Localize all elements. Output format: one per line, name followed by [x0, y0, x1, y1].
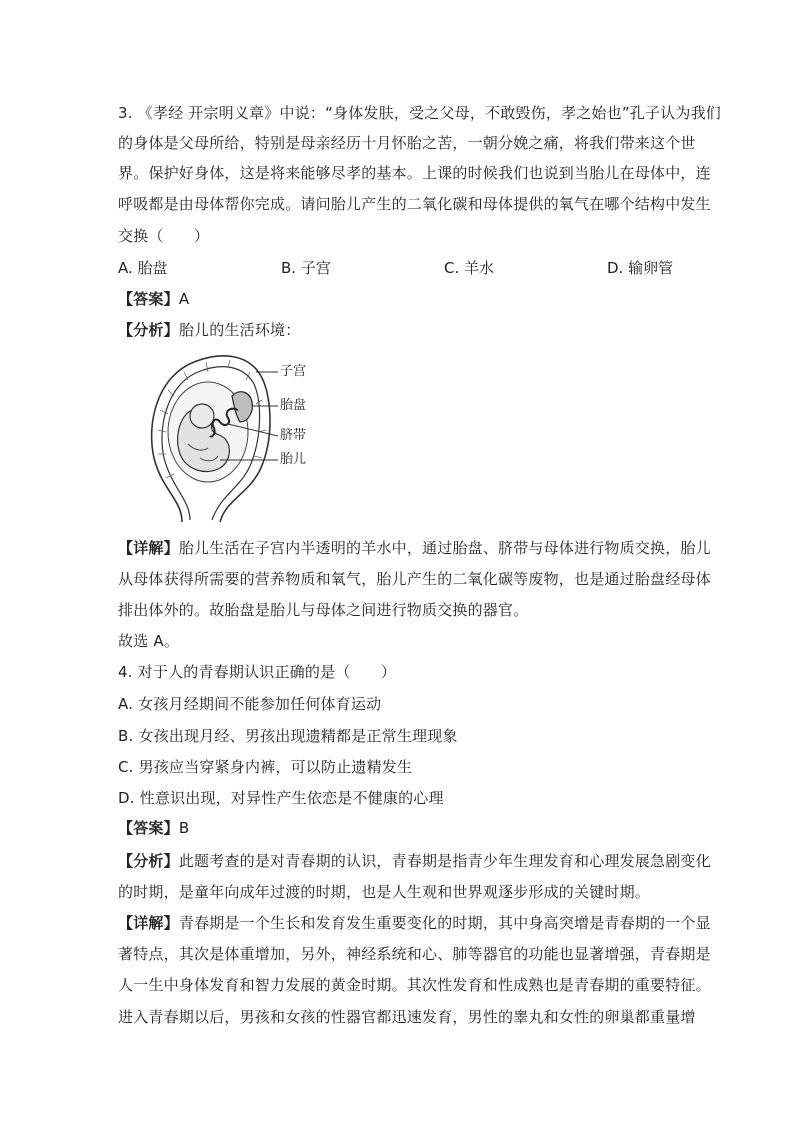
q4-detail-line-1: [118, 913, 711, 933]
q4-analysis-line-1: [118, 851, 711, 871]
q3-option-d: D. 输卵管: [607, 259, 674, 277]
q3-detail-tag: 【详解】: [118, 539, 179, 557]
q3-stem-line-3: 界。保护好身体，这是将来能够尽孝的基本。上课的时候我们也说到当胎儿在母体中，连: [118, 164, 711, 182]
q4-analysis-text-1: 此题考查的是对青春期的认识，青春期是指青少年生理发育和心理发展急剧变化: [178, 852, 711, 870]
q4-analysis-line-2: 的时期，是童年向成年过渡的时期，也是人生观和世界观逐步形成的关键时期。: [118, 883, 651, 901]
q4-stem: 4. 对于人的青春期认识正确的是（ ）: [118, 663, 397, 681]
q4-answer-tag: 【答案】: [118, 819, 179, 837]
q3-stem-line-4: 呼吸都是由母体帮你完成。请问胎儿产生的二氧化碳和母体提供的氧气在哪个结构中发生: [118, 195, 711, 213]
q4-detail-line-4: 进入青春期以后，男孩和女孩的性器官都迅速发育，男性的睾丸和女性的卵巢都重量增: [118, 1008, 696, 1026]
q3-detail-line-3: 排出体外的。故胎盘是胎儿与母体之间进行物质交换的器官。: [118, 601, 529, 619]
label-uterus: 子宫: [280, 364, 307, 379]
q3-answer-value: A: [178, 290, 190, 308]
q3-analysis-text: 胎儿的生活环境：: [178, 321, 301, 339]
label-fetus: 胎儿: [280, 452, 307, 467]
q3-conclusion: 故选 A。: [118, 632, 180, 650]
q4-detail-line-2: 著特点，其次是体重增加，另外，神经系统和心、肺等器官的功能也显著增强，青春期是: [118, 945, 711, 963]
q3-answer-tag: 【答案】: [118, 290, 179, 308]
q4-detail-line-3: 人一生中身体发育和智力发展的黄金时期。其次性发育和性成熟也是青春期的重要特征。: [118, 976, 711, 994]
q3-analysis-tag: 【分析】: [118, 321, 179, 339]
label-placenta: 胎盘: [280, 398, 307, 413]
label-umbilical-cord: 脐带: [280, 428, 307, 443]
q4-option-a: A. 女孩月经期间不能参加任何体育运动: [118, 695, 382, 713]
q3-stem-line-2: 的身体是父母所给，特别是母亲经历十月怀胎之苦，一朝分娩之痛，将我们带来这个世: [118, 134, 696, 152]
q4-answer-value: B: [178, 819, 190, 837]
q3-answer-line: [118, 289, 189, 309]
q4-option-c: C. 男孩应当穿紧身内裤，可以防止遗精发生: [118, 758, 413, 776]
q4-answer-line: [118, 818, 189, 838]
q3-analysis-line: [118, 320, 300, 340]
q3-option-b: B. 子宫: [281, 259, 331, 277]
q3-detail-line-1: [118, 538, 711, 558]
q4-option-d: D. 性意识出现，对异性产生依恋是不健康的心理: [118, 789, 444, 807]
q3-stem-line-1: 3. 《孝经 开宗明义章》中说：“身体发肤，受之父母，不敢毁伤，孝之始也”孔子认为我们: [118, 104, 721, 122]
q3-detail-text-1: 胎儿生活在子宫内半透明的羊水中，通过胎盘、脐带与母体进行物质交换，胎儿: [178, 539, 711, 557]
fetus-head: [190, 404, 214, 428]
q4-detail-text-1: 青春期是一个生长和发育发生重要变化的时期，其中身高突增是青春期的一个显: [178, 914, 711, 932]
q3-option-a: A. 胎盘: [118, 259, 168, 277]
fetus-environment-figure: [144, 350, 334, 526]
q3-option-c: C. 羊水: [444, 259, 495, 277]
q3-stem-line-5: 交换（ ）: [118, 227, 210, 245]
q3-detail-line-2: 从母体获得所需要的营养物质和氧气，胎儿产生的二氧化碳等废物，也是通过胎盘经母体: [118, 570, 711, 588]
q4-analysis-tag: 【分析】: [118, 852, 179, 870]
q4-option-b: B. 女孩出现月经、男孩出现遗精都是正常生理现象: [118, 727, 458, 745]
q4-detail-tag: 【详解】: [118, 914, 179, 932]
